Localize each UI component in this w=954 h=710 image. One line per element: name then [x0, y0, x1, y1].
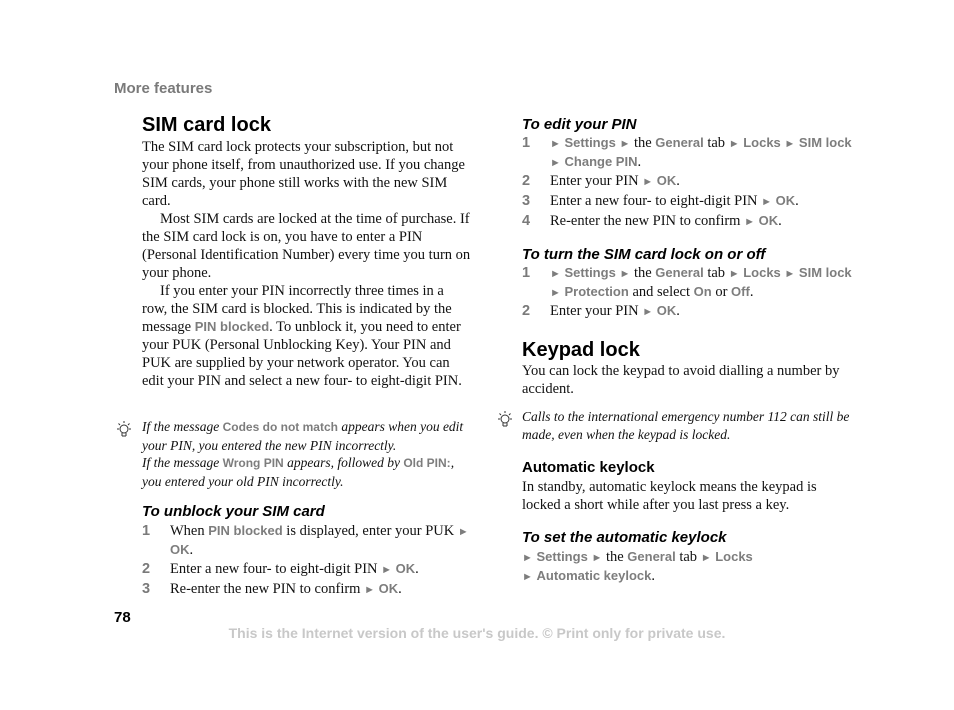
set-auto-keylock-path: ► Settings ► the General tab ► Locks ► Automatic keylock. [522, 549, 753, 584]
step-number: 2 [142, 561, 151, 577]
step-number: 2 [522, 303, 531, 319]
step-number: 1 [522, 265, 531, 281]
arrow-right-icon: ► [550, 287, 561, 299]
ui-text-pin-blocked: PIN blocked [208, 523, 283, 538]
ui-text-change-pin: Change PIN [564, 154, 638, 169]
tip-icon [496, 410, 514, 435]
arrow-right-icon: ► [522, 571, 533, 583]
ui-text-general: General [627, 549, 676, 564]
paragraph: The SIM card lock protects your subscription, but not your phone itself, from unauthorized use. If you change SIM cards, your phone still works with the new SIM card. [142, 139, 465, 209]
copyright-notice: This is the Internet version of the user's guide. © Print only for private use. [228, 625, 726, 641]
arrow-right-icon: ► [364, 584, 375, 596]
arrow-right-icon: ► [642, 176, 654, 188]
automatic-keylock-body: In standby, automatic keylock means the keypad is locked a short while after you last press a key. [522, 479, 817, 513]
toggle-lock-heading: To turn the SIM card lock on or off [522, 246, 766, 263]
ui-text-ok: OK [656, 173, 677, 188]
step-number: 1 [522, 135, 531, 151]
ui-text-general: General [655, 265, 704, 280]
arrow-right-icon: ► [700, 552, 712, 564]
arrow-right-icon: ► [744, 216, 755, 228]
ui-text-ok: OK [395, 561, 416, 576]
arrow-right-icon: ► [761, 196, 773, 208]
ui-text-wrong-pin: Wrong PIN [222, 456, 284, 470]
arrow-right-icon: ► [550, 268, 561, 280]
pin-tip-note [142, 418, 472, 490]
tip-line: If the message Codes do not match appears when you edit your PIN, you entered the new PIN incorrectly. [142, 419, 464, 453]
ui-text-protection: Protection [564, 284, 629, 299]
ui-text-pin-blocked: PIN blocked [194, 319, 270, 334]
page-number: 78 [114, 609, 131, 626]
step-number: 3 [142, 581, 151, 597]
step-number: 4 [522, 213, 531, 229]
arrow-right-icon: ► [784, 138, 796, 150]
ui-text-locks: Locks [743, 265, 781, 280]
ui-text-ok: OK [378, 581, 399, 596]
arrow-right-icon: ► [619, 268, 631, 280]
arrow-right-icon: ► [591, 552, 603, 564]
ui-text-off: Off [731, 284, 750, 299]
keypad-lock-heading: Keypad lock [522, 339, 640, 361]
tip-line: If the message Wrong PIN appears, followed by Old PIN:, you entered your old PIN incorrectly. [142, 455, 455, 489]
section-header: More features [114, 80, 213, 97]
paragraph: Most SIM cards are locked at the time of purchase. If the SIM card lock is on, you have to enter a PIN (Personal Identification Number) every time you turn on your phone. [142, 211, 471, 281]
ui-text-settings: Settings [564, 265, 616, 280]
set-auto-keylock-heading: To set the automatic keylock [522, 529, 727, 546]
ui-text-locks: Locks [715, 549, 753, 564]
arrow-right-icon: ► [642, 306, 654, 318]
paragraph: If you enter your PIN incorrectly three times in a row, the SIM card is blocked. This is indicated by the message PIN blocked. To unblock it, you need to enter your PUK (Personal Unblocking Key). Your PIN and PUK are supplied by your network operator. You can edit your PIN and select a new four- to eight-digit PIN. [142, 283, 462, 389]
ui-text-codes-do-not-match: Codes do not match [222, 420, 338, 434]
emergency-tip-note: Calls to the international emergency number 112 can still be made, even when the keypad is locked. [522, 409, 850, 442]
arrow-right-icon: ► [550, 138, 561, 150]
ui-text-ok: OK [758, 213, 779, 228]
automatic-keylock-heading: Automatic keylock [522, 459, 655, 476]
arrow-right-icon: ► [522, 552, 533, 564]
arrow-right-icon: ► [381, 564, 393, 576]
arrow-right-icon: ► [728, 138, 740, 150]
ui-text-locks: Locks [743, 135, 781, 150]
edit-pin-heading: To edit your PIN [522, 116, 637, 133]
ui-text-settings: Settings [564, 135, 616, 150]
ui-text-old-pin: Old PIN: [403, 456, 451, 470]
unblock-heading: To unblock your SIM card [142, 503, 325, 520]
arrow-right-icon: ► [550, 157, 561, 169]
keypad-lock-body: You can lock the keypad to avoid dialling a number by accident. [522, 363, 840, 397]
ui-text-general: General [655, 135, 704, 150]
ui-text-ok: OK [775, 193, 796, 208]
ui-text-on: On [693, 284, 712, 299]
tip-icon [115, 420, 133, 445]
ui-text-sim-lock: SIM lock [798, 265, 852, 280]
sim-card-lock-body [142, 138, 472, 390]
step-number: 2 [522, 173, 531, 189]
arrow-right-icon: ► [728, 268, 740, 280]
ui-text-sim-lock: SIM lock [798, 135, 852, 150]
arrow-right-icon: ► [457, 526, 469, 538]
ui-text-ok: OK [170, 542, 190, 557]
step-number: 3 [522, 193, 531, 209]
sim-card-lock-heading: SIM card lock [142, 114, 271, 136]
step-number: 1 [142, 523, 151, 539]
ui-text-ok: OK [656, 303, 677, 318]
ui-text-settings: Settings [536, 549, 588, 564]
arrow-right-icon: ► [784, 268, 796, 280]
ui-text-automatic-keylock: Automatic keylock [536, 568, 652, 583]
arrow-right-icon: ► [619, 138, 631, 150]
